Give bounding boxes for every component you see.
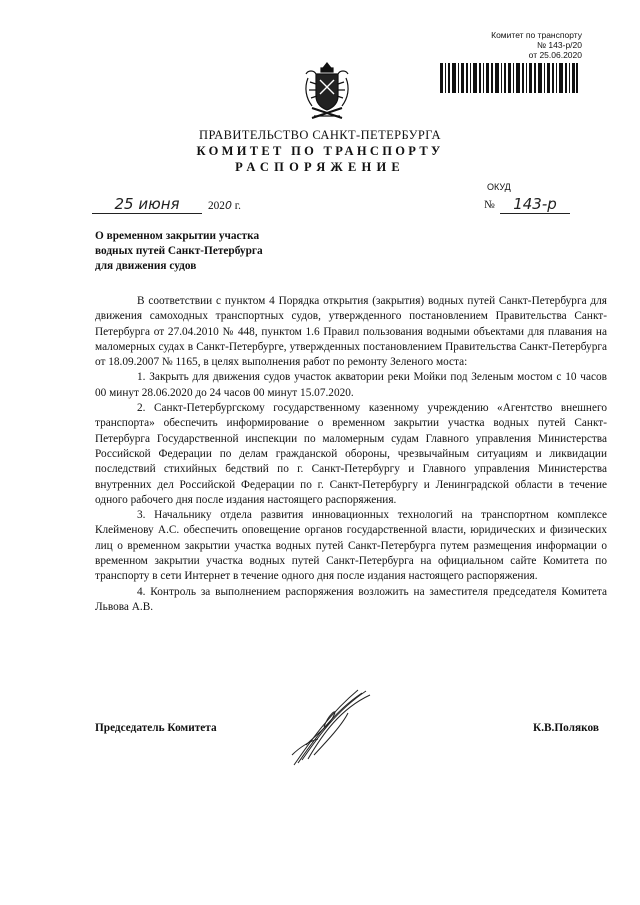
date-year-handwritten: 0	[224, 199, 232, 212]
signatory-title: Председатель Комитета	[95, 722, 217, 734]
number-handwritten: 143-р	[500, 195, 570, 214]
committee-title: КОМИТЕТ ПО ТРАНСПОРТУ	[196, 144, 444, 158]
okud-label: ОКУД	[487, 182, 511, 192]
subject-line-3: для движения судов	[95, 260, 197, 273]
document-body	[95, 294, 607, 615]
body-item-1: 1. Закрыть для движения судов участок акватории реки Мойки под Зеленым мостом с 10 часов 00 минут 28.06.2020 до 24 часов 00 минут 15.07.2020.	[95, 371, 607, 399]
document-date	[92, 195, 262, 215]
document-type-title: РАСПОРЯЖЕНИЕ	[235, 160, 405, 174]
date-handwritten: 25 июня	[92, 195, 202, 214]
number-prefix: №	[484, 199, 495, 211]
subject-line-1: О временном закрытии участка	[95, 230, 260, 242]
government-title: ПРАВИТЕЛЬСТВО САНКТ-ПЕТЕРБУРГА	[199, 128, 441, 142]
body-intro: В соответствии с пунктом 4 Порядка открытия (закрытия) водных путей Санкт-Петербурга для движения самоходных транспортных судов, утвержденного постановлением Правительства Санкт-Петербурга от 27.04.2010 № 448, пунктом 1.6 Правил пользования водными объектами для плавания на маломерных судах в Санкт-Петербурге, утвержденных постановлением Правительства Санкт-Петербурга от 18.09.2007 № 1165, в целях выполнения работ по ремонту Зеленого моста:	[95, 295, 607, 369]
document-subject	[95, 229, 335, 275]
coat-of-arms-icon	[300, 60, 354, 124]
date-year: 2020 г.	[208, 199, 241, 212]
stamp-line-3: от 25.06.2020	[528, 50, 582, 60]
registration-stamp	[452, 30, 582, 60]
body-item-2: 2. Санкт-Петербургскому государственному казенному учреждению «Агентство внешнего транспорта» обеспечить информирование о временном закрытии участка водных путей Санкт-Петербурга Государственной инспекции по маломерным судам Главного управления Министерства Российской Федерации по делам гражданской обороны, чрезвычайным ситуациям и ликвидации последствий стихийных бедствий по г. Санкт-Петербургу и Главного управления Министерства внутренних дел Российской Федерации по г. Санкт-Петербургу и Ленинградской области в течение одного рабочего дня после издания настоящего распоряжения.	[95, 402, 607, 506]
document-number	[484, 195, 574, 215]
body-item-3: 3. Начальнику отдела развития инновационных технологий на транспортном комплексе Клейменову А.С. обеспечить оповещение органов государственной власти, юридических и физических лиц о временном закрытии участка водных путей Санкт-Петербурга путем размещения информации о временном закрытии участка водных путей Санкт-Петербурга на официальном сайте Комитета по транспорту в сети Интернет в течение одного дня после издания настоящего распоряжения.	[95, 509, 607, 583]
body-item-4: 4. Контроль за выполнением распоряжения возложить на заместителя председателя Комитета Львова А.В.	[95, 585, 607, 613]
barcode	[440, 63, 578, 93]
stamp-line-1: Комитет по транспорту	[491, 30, 582, 40]
handwritten-signature	[288, 685, 378, 770]
stamp-line-2: № 143-р/20	[536, 40, 582, 50]
subject-line-2: водных путей Санкт-Петербурга	[95, 245, 263, 258]
signatory-name: К.В.Поляков	[533, 722, 599, 734]
